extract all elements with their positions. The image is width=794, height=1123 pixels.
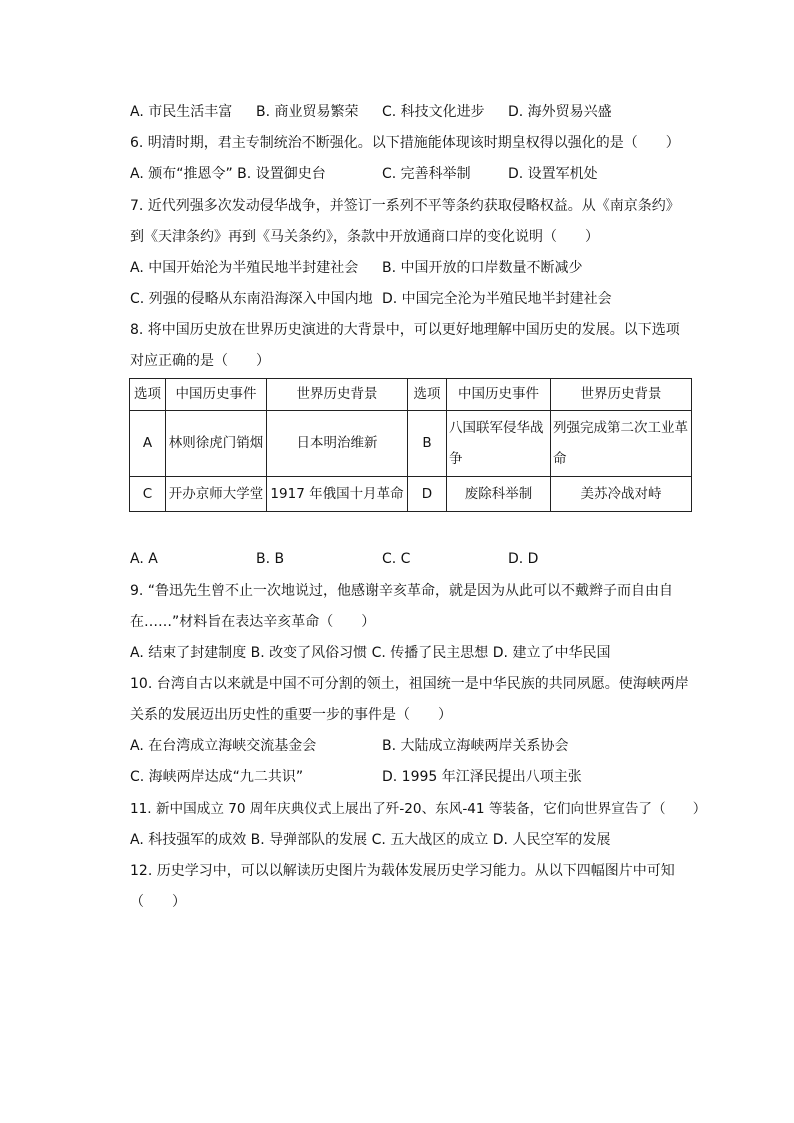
q9-stem-line1: 9. “鲁迅先生曾不止一次地说过，他感谢辛亥革命，就是因为从此可以不戴辫子而自由自 [130,583,674,599]
q8-header-option: 选项 [130,379,166,411]
q11-options: A. 科技强军的成效 B. 导弹部队的发展 C. 五大战区的成立 D. 人民空军的发展 [130,832,611,848]
q8-option-b: B. B [256,551,285,567]
q8-header-china-event: 中国历史事件 [166,379,267,411]
q8-cell-china-event-b: 八国联军侵华战争 [447,411,551,477]
q8-option-a: A. A [130,551,158,567]
q10-option-b: B. 大陆成立海峡两岸关系协会 [382,738,569,754]
q8-cell-world-background-b: 列强完成第二次工业革命 [551,411,692,477]
q5-option-d: D. 海外贸易兴盛 [508,104,612,120]
q5-option-c: C. 科技文化进步 [382,104,485,120]
q8-cell-world-background-c: 1917 年俄国十月革命 [267,477,408,512]
q7-option-b: B. 中国开放的口岸数量不断减少 [382,260,583,276]
q11-stem: 11. 新中国成立 70 周年庆典仪式上展出了歼-20、东风-41 等装备，它们向世界宣告了（ ） [130,801,707,817]
q7-option-a: A. 中国开始沦为半殖民地半封建社会 [130,260,359,276]
q7-stem-line1: 7. 近代列强多次发动侵华战争，并签订一系列不平等条约获取侵略权益。从《南京条约》 [130,198,680,214]
q8-cell-option-d: D [408,477,447,512]
table-row [130,411,692,477]
q8-cell-world-background-a: 日本明治维新 [267,411,408,477]
q9-options: A. 结束了封建制度 B. 改变了风俗习惯 C. 传播了民主思想 D. 建立了中华民国 [130,645,611,661]
q8-header-world-background: 世界历史背景 [267,379,408,411]
q10-option-a: A. 在台湾成立海峡交流基金会 [130,738,317,754]
q8-header-china-event: 中国历史事件 [447,379,551,411]
q8-option-d: D. D [508,551,539,567]
q8-cell-china-event-a: 林则徐虎门销烟 [166,411,267,477]
q6-option-ab: A. 颁布“推恩令” B. 设置御史台 [130,166,326,182]
q8-cell-china-event-c: 开办京师大学堂 [166,477,267,512]
q12-stem-line2: （ ） [130,894,186,910]
q8-table-header-row [130,379,692,411]
q8-cell-option-a: A [130,411,166,477]
q8-option-c: C. C [382,551,411,567]
q10-stem-line1: 10. 台湾自古以来就是中国不可分割的领土，祖国统一是中华民族的共同夙愿。使海峡两岸 [130,676,689,692]
q10-stem-line2: 关系的发展迈出历史性的重要一步的事件是（ ） [130,707,452,723]
q8-stem-line2: 对应正确的是（ ） [130,353,270,369]
q9-stem-line2: 在……”材料旨在表达辛亥革命（ ） [130,614,376,630]
q7-option-d: D. 中国完全沦为半殖民地半封建社会 [382,291,612,307]
q8-header-option: 选项 [408,379,447,411]
q6-option-d: D. 设置军机处 [508,166,598,182]
q8-header-world-background: 世界历史背景 [551,379,692,411]
q5-option-b: B. 商业贸易繁荣 [256,104,359,120]
q8-table [129,378,692,512]
q6-option-c: C. 完善科举制 [382,166,471,182]
q7-option-c: C. 列强的侵略从东南沿海深入中国内地 [130,291,373,307]
table-row [130,477,692,512]
q12-stem-line1: 12. 历史学习中，可以以解读历史图片为载体发展历史学习能力。从以下四幅图片中可知 [130,863,675,879]
q8-cell-option-b: B [408,411,447,477]
q7-stem-line2: 到《天津条约》再到《马关条约》，条款中开放通商口岸的变化说明（ ） [130,229,599,245]
q8-cell-world-background-d: 美苏冷战对峙 [551,477,692,512]
q6-stem: 6. 明清时期，君主专制统治不断强化。以下措施能体现该时期皇权得以强化的是（ ） [130,135,680,151]
q8-cell-option-c: C [130,477,166,512]
q5-option-a: A. 市民生活丰富 [130,104,233,120]
q10-option-c: C. 海峡两岸达成“九二共识” [130,769,304,785]
q10-option-d: D. 1995 年江泽民提出八项主张 [382,769,582,785]
q8-cell-china-event-d: 废除科举制 [447,477,551,512]
q8-stem-line1: 8. 将中国历史放在世界历史演进的大背景中，可以更好地理解中国历史的发展。以下选项 [130,322,680,338]
